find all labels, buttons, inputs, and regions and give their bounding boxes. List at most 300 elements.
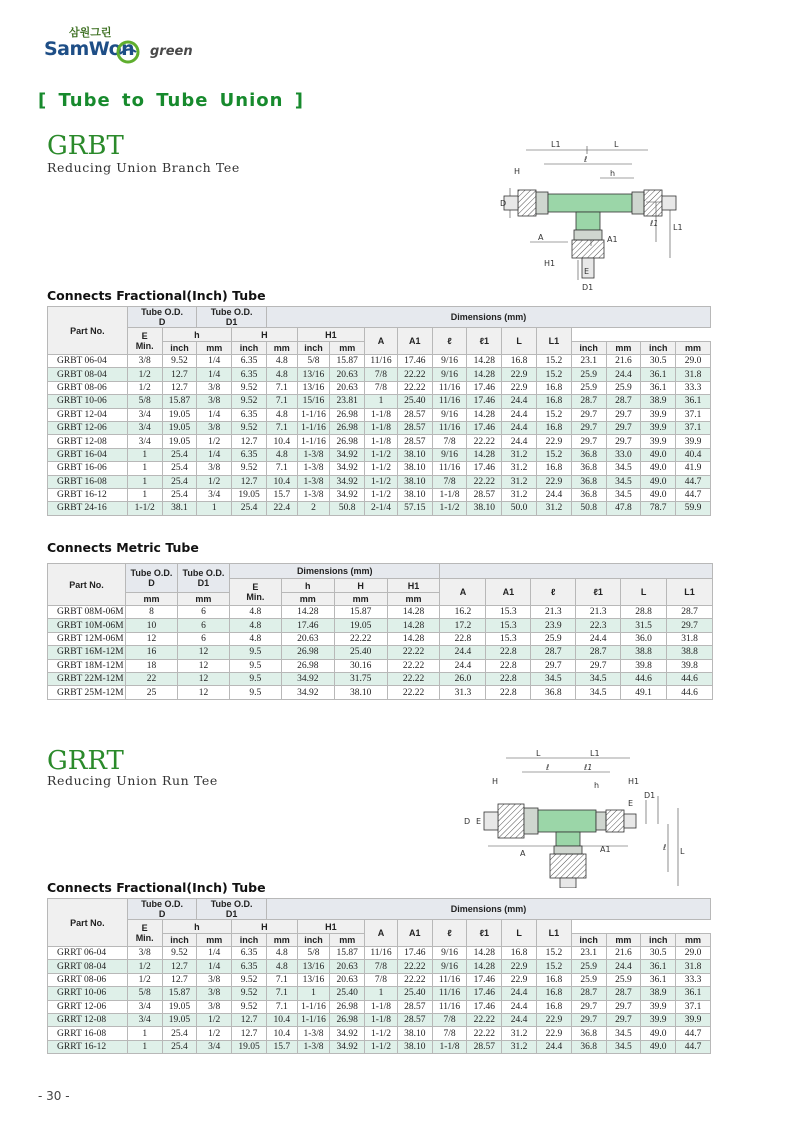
part-number-cell: GRBT 25M-12M <box>48 686 126 699</box>
table-cell: 19.05 <box>232 488 267 501</box>
table-cell: 9.5 <box>229 659 281 672</box>
table-cell: 3/4 <box>127 421 162 434</box>
table-cell: 15.2 <box>536 368 571 381</box>
table-cell: 3/8 <box>197 395 232 408</box>
table-cell: 13/16 <box>297 973 330 986</box>
table-cell: 36.1 <box>641 381 676 394</box>
table-row <box>48 659 713 672</box>
table-cell: 3/8 <box>197 421 232 434</box>
table-cell: 13/16 <box>297 381 330 394</box>
part-number-cell: GRBT 08-04 <box>48 368 128 381</box>
table-cell: 3/4 <box>197 488 232 501</box>
table-cell: 28.7 <box>571 395 606 408</box>
table-cell: 26.98 <box>330 435 365 448</box>
grrt-label-l: ℓ <box>546 763 550 772</box>
table-cell: 22.9 <box>536 1027 571 1040</box>
col-dimensions: Dimensions (mm) <box>266 899 710 920</box>
col-L1: L1 <box>536 328 571 355</box>
table-cell: 3/4 <box>127 1013 162 1026</box>
table-cell: 36.8 <box>571 1027 606 1040</box>
table-cell: 20.63 <box>281 632 334 645</box>
table-cell: 7/8 <box>432 1027 467 1040</box>
grbt-branch-tee-drawing <box>496 134 696 294</box>
table-cell: 34.5 <box>576 686 621 699</box>
col-part-no: Part No. <box>48 564 126 606</box>
table-cell: 36.1 <box>676 987 711 1000</box>
table-cell: 6 <box>177 606 229 619</box>
table-cell: 24.4 <box>502 1000 537 1013</box>
table-cell: 24.4 <box>502 1013 537 1026</box>
col-tube-od-d1: Tube O.D. D1 <box>197 899 267 920</box>
table-cell: 39.8 <box>621 659 667 672</box>
table-cell: 28.7 <box>531 646 576 659</box>
table-cell: 15.2 <box>536 408 571 421</box>
table-cell: 25.9 <box>571 368 606 381</box>
grbt-metric-table-title: Connects Metric Tube <box>47 540 199 555</box>
table-cell: 14.28 <box>387 606 440 619</box>
table-cell: 1 <box>365 987 398 1000</box>
table-cell: 34.5 <box>606 1027 641 1040</box>
table-cell: 31.2 <box>502 462 537 475</box>
table-cell: 22.22 <box>467 435 502 448</box>
table-cell: 22.22 <box>387 646 440 659</box>
table-cell: 22.22 <box>397 973 432 986</box>
table-cell: 1-1/16 <box>297 1000 330 1013</box>
table-cell: 1-1/8 <box>365 1013 398 1026</box>
table-cell: 20.63 <box>330 960 365 973</box>
unit-mm: mm <box>330 342 365 355</box>
grrt-label-H: H <box>492 777 499 786</box>
table-cell: 50.8 <box>330 502 365 515</box>
table-cell: 22.9 <box>502 381 537 394</box>
table-cell: 34.92 <box>281 686 334 699</box>
col-part-no: Part No. <box>48 899 128 947</box>
unit-inch: inch <box>297 934 330 947</box>
table-cell: 34.92 <box>330 1040 365 1053</box>
unit-inch: inch <box>641 342 676 355</box>
table-cell: 47.8 <box>606 502 641 515</box>
table-cell: 34.92 <box>281 672 334 685</box>
table-cell: 1-3/8 <box>297 1040 330 1053</box>
table-cell: 1-1/16 <box>297 1013 330 1026</box>
table-cell: 39.9 <box>641 421 676 434</box>
col-l1: ℓ1 <box>467 920 502 947</box>
table-cell: 37.1 <box>676 421 711 434</box>
table-cell: 29.7 <box>606 1000 641 1013</box>
grrt-label-l1: ℓ1 <box>584 763 593 772</box>
logo-brand-text: SamWon <box>44 38 135 60</box>
table-cell: 7/8 <box>432 1013 467 1026</box>
table-cell: 22.22 <box>387 672 440 685</box>
table-cell: 38.9 <box>641 395 676 408</box>
table-cell: 1 <box>197 502 232 515</box>
table-cell: 33.3 <box>676 381 711 394</box>
table-cell: 14.28 <box>387 632 440 645</box>
table-cell: 6.35 <box>232 448 267 461</box>
table-cell: 1-1/16 <box>297 421 330 434</box>
table-cell: 29.7 <box>531 659 576 672</box>
table-cell: 24.4 <box>440 646 486 659</box>
table-cell: 34.92 <box>330 475 365 488</box>
table-row <box>48 488 711 501</box>
table-row <box>48 395 711 408</box>
unit-inch: inch <box>232 342 267 355</box>
table-cell: 38.10 <box>467 502 502 515</box>
table-cell: 28.8 <box>621 606 667 619</box>
table-cell: 31.75 <box>334 672 387 685</box>
table-cell: 30.5 <box>641 355 676 368</box>
grbt-label-A: A <box>538 233 544 242</box>
table-cell: 28.7 <box>606 395 641 408</box>
table-cell: 25.40 <box>397 395 432 408</box>
table-cell: 3/8 <box>197 1000 232 1013</box>
table-cell: 9/16 <box>432 355 467 368</box>
grrt-label-L-vert: L <box>680 847 685 856</box>
table-cell: 11/16 <box>432 462 467 475</box>
table-cell: 28.57 <box>397 408 432 421</box>
table-cell: 22.22 <box>397 368 432 381</box>
table-cell: 28.7 <box>606 987 641 1000</box>
table-cell: 3/8 <box>127 355 162 368</box>
table-row <box>48 1040 711 1053</box>
col-tube-od-d: Tube O.D. D <box>127 307 197 328</box>
table-cell: 17.46 <box>467 381 502 394</box>
grrt-label-L: L <box>536 749 541 758</box>
table-cell: 3/4 <box>127 435 162 448</box>
table-cell: 1-3/8 <box>297 462 330 475</box>
table-cell: 49.1 <box>621 686 667 699</box>
table-cell: 3/4 <box>197 1040 232 1053</box>
table-cell: 22.8 <box>486 659 531 672</box>
table-cell: 36.0 <box>621 632 667 645</box>
table-cell: 9.52 <box>232 381 267 394</box>
unit-inch: inch <box>571 342 606 355</box>
grbt-label-D1: D1 <box>582 283 594 292</box>
brand-logo <box>44 22 194 74</box>
table-cell: 18 <box>125 659 177 672</box>
table-cell: 28.7 <box>667 606 713 619</box>
table-cell: 29.0 <box>676 947 711 960</box>
table-cell: 4.8 <box>266 448 297 461</box>
table-cell: 24.4 <box>502 435 537 448</box>
table-cell: 15.2 <box>536 960 571 973</box>
section-title: [ Tube to Tube Union ] <box>38 90 304 111</box>
table-row <box>48 368 711 381</box>
table-cell: 38.10 <box>397 1040 432 1053</box>
table-cell: 14.28 <box>387 619 440 632</box>
table-cell: 33.0 <box>606 448 641 461</box>
part-number-cell: GRBT 16-12 <box>48 488 128 501</box>
table-cell: 31.2 <box>502 1027 537 1040</box>
table-cell: 4.8 <box>266 947 297 960</box>
table-cell: 9/16 <box>432 947 467 960</box>
table-cell: 29.7 <box>606 435 641 448</box>
table-cell: 6.35 <box>232 368 267 381</box>
table-cell: 20.63 <box>330 973 365 986</box>
table-cell: 7.1 <box>266 381 297 394</box>
grrt-inch-table-title: Connects Fractional(Inch) Tube <box>47 880 266 895</box>
table-cell: 4.8 <box>229 619 281 632</box>
table-cell: 25.4 <box>162 462 197 475</box>
unit-mm: mm <box>197 934 232 947</box>
table-cell: 1 <box>127 475 162 488</box>
table-cell: 31.3 <box>440 686 486 699</box>
unit-mm: mm <box>387 593 440 606</box>
table-cell: 6.35 <box>232 408 267 421</box>
table-cell: 25.4 <box>162 475 197 488</box>
table-row <box>48 502 711 515</box>
table-cell: 22.8 <box>486 646 531 659</box>
table-cell: 44.6 <box>667 686 713 699</box>
grrt-label-E-left: E <box>476 817 482 826</box>
col-L: L <box>502 920 537 947</box>
part-number-cell: GRBT 18M-12M <box>48 659 126 672</box>
table-row <box>48 408 711 421</box>
table-cell: 36.8 <box>571 475 606 488</box>
table-cell: 1/2 <box>127 960 162 973</box>
grrt-label-E-right: E <box>628 799 634 808</box>
table-row <box>48 632 713 645</box>
table-cell: 37.1 <box>676 1000 711 1013</box>
grbt-label-l1: ℓ1 <box>650 219 659 228</box>
unit-mm: mm <box>334 593 387 606</box>
table-cell: 1 <box>365 395 398 408</box>
table-cell: 38.9 <box>641 987 676 1000</box>
table-cell: 4.8 <box>266 368 297 381</box>
table-cell: 59.9 <box>676 502 711 515</box>
table-cell: 1-1/2 <box>365 475 398 488</box>
table-cell: 12 <box>177 672 229 685</box>
table-cell: 29.7 <box>571 1000 606 1013</box>
table-cell: 9.52 <box>232 1000 267 1013</box>
table-cell: 22.8 <box>486 686 531 699</box>
table-cell: 22.9 <box>536 1013 571 1026</box>
table-cell: 5/8 <box>297 355 330 368</box>
table-cell: 1-1/16 <box>297 435 330 448</box>
table-cell: 1-3/8 <box>297 488 330 501</box>
table-cell: 38.8 <box>667 646 713 659</box>
col-e: E Min. <box>127 920 162 947</box>
table-cell: 44.7 <box>676 488 711 501</box>
table-cell: 44.7 <box>676 475 711 488</box>
unit-mm: mm <box>266 934 297 947</box>
table-cell: 25.40 <box>330 987 365 1000</box>
col-tube-od-d1: Tube O.D. D1 <box>177 564 229 593</box>
table-cell: 44.7 <box>676 1040 711 1053</box>
table-cell: 11/16 <box>432 987 467 1000</box>
table-cell: 21.6 <box>606 355 641 368</box>
table-cell: 44.6 <box>667 672 713 685</box>
table-cell: 17.46 <box>397 355 432 368</box>
col-l: ℓ <box>432 920 467 947</box>
col-l1: ℓ1 <box>576 579 621 606</box>
logo-korean-text: 삼원그린 <box>69 26 112 39</box>
table-cell: 24.4 <box>502 987 537 1000</box>
table-cell: 24.4 <box>536 488 571 501</box>
table-cell: 40.4 <box>676 448 711 461</box>
table-cell: 9.52 <box>162 355 197 368</box>
table-cell: 7/8 <box>432 475 467 488</box>
table-cell: 23.9 <box>531 619 576 632</box>
table-cell: 14.28 <box>467 448 502 461</box>
table-cell: 49.0 <box>641 448 676 461</box>
table-cell: 1-1/8 <box>432 1040 467 1053</box>
grbt-label-A1: A1 <box>607 235 618 244</box>
table-cell: 34.5 <box>531 672 576 685</box>
table-cell: 15.2 <box>536 947 571 960</box>
col-H1: H1 <box>297 920 365 934</box>
grrt-label-h: h <box>594 781 600 790</box>
table-cell: 29.0 <box>676 355 711 368</box>
table-cell: 6.35 <box>232 355 267 368</box>
table-cell: 23.81 <box>330 395 365 408</box>
part-number-cell: GRBT 08-06 <box>48 381 128 394</box>
table-cell: 36.8 <box>571 488 606 501</box>
table-cell: 16.8 <box>536 987 571 1000</box>
table-cell: 11/16 <box>365 947 398 960</box>
table-cell: 17.46 <box>467 462 502 475</box>
table-cell: 19.05 <box>334 619 387 632</box>
part-number-cell: GRBT 12-08 <box>48 435 128 448</box>
table-cell: 21.3 <box>531 606 576 619</box>
table-cell: 57.15 <box>397 502 432 515</box>
table-row <box>48 475 711 488</box>
table-cell: 7.1 <box>266 462 297 475</box>
col-L: L <box>502 328 537 355</box>
table-cell: 22.22 <box>387 686 440 699</box>
table-cell: 30.5 <box>641 947 676 960</box>
table-cell: 3/8 <box>197 987 232 1000</box>
table-cell: 29.7 <box>606 408 641 421</box>
grrt-label-D: D <box>464 817 471 826</box>
table-cell: 38.10 <box>397 462 432 475</box>
table-cell: 10 <box>125 619 177 632</box>
table-cell: 39.9 <box>641 435 676 448</box>
table-cell: 16.8 <box>536 1000 571 1013</box>
table-cell: 22.8 <box>440 632 486 645</box>
table-cell: 17.46 <box>467 1000 502 1013</box>
col-A1: A1 <box>397 328 432 355</box>
table-cell: 14.28 <box>467 368 502 381</box>
table-cell: 25.4 <box>232 502 267 515</box>
table-cell: 8 <box>125 606 177 619</box>
table-cell: 24.4 <box>440 659 486 672</box>
table-cell: 1-1/2 <box>365 1040 398 1053</box>
table-cell: 15.3 <box>486 619 531 632</box>
table-cell: 17.46 <box>281 619 334 632</box>
table-cell: 49.0 <box>641 1040 676 1053</box>
table-cell: 50.8 <box>571 502 606 515</box>
table-cell: 15.7 <box>266 488 297 501</box>
part-number-cell: GRBT 24-16 <box>48 502 128 515</box>
table-cell: 22.22 <box>467 1013 502 1026</box>
table-row <box>48 1013 711 1026</box>
table-cell: 10.4 <box>266 475 297 488</box>
table-cell: 2-1/4 <box>365 502 398 515</box>
part-number-cell: GRBT 16-04 <box>48 448 128 461</box>
table-cell: 34.92 <box>330 462 365 475</box>
table-cell: 3/8 <box>127 947 162 960</box>
table-cell: 22.22 <box>334 632 387 645</box>
table-cell: 11/16 <box>432 421 467 434</box>
part-number-cell: GRBT 12-06 <box>48 421 128 434</box>
table-row <box>48 646 713 659</box>
grbt-label-H1: H1 <box>544 259 556 268</box>
table-cell: 9.52 <box>232 462 267 475</box>
unit-inch: inch <box>232 934 267 947</box>
table-cell: 1/4 <box>197 355 232 368</box>
grbt-inch-table-title: Connects Fractional(Inch) Tube <box>47 288 266 303</box>
part-number-cell: GRBT 16-08 <box>48 475 128 488</box>
table-cell: 1-1/2 <box>365 462 398 475</box>
part-number-cell: GRBT 12M-06M <box>48 632 126 645</box>
table-cell: 15.3 <box>486 632 531 645</box>
grbt-inch-table <box>47 306 711 516</box>
part-number-cell: GRBT 22M-12M <box>48 672 126 685</box>
table-cell: 34.92 <box>330 448 365 461</box>
table-cell: 1-1/2 <box>365 488 398 501</box>
table-cell: 4.8 <box>266 960 297 973</box>
table-cell: 28.57 <box>467 488 502 501</box>
table-cell: 1/2 <box>127 381 162 394</box>
table-cell: 13/16 <box>297 960 330 973</box>
table-cell: 26.98 <box>330 408 365 421</box>
part-number-cell: GRBT 16-06 <box>48 462 128 475</box>
table-cell: 22.22 <box>467 475 502 488</box>
table-cell: 44.7 <box>676 1027 711 1040</box>
table-cell: 6.35 <box>232 960 267 973</box>
table-cell: 34.5 <box>576 672 621 685</box>
table-cell: 1-3/8 <box>297 448 330 461</box>
table-cell: 14.28 <box>467 947 502 960</box>
part-number-cell: GRRT 16-12 <box>48 1040 128 1053</box>
table-cell: 25.9 <box>571 381 606 394</box>
grrt-series-name: Reducing Union Run Tee <box>47 773 218 788</box>
col-l1: ℓ1 <box>467 328 502 355</box>
table-cell: 28.57 <box>397 421 432 434</box>
col-tube-od-d1: Tube O.D. D1 <box>197 307 267 328</box>
col-h: h <box>162 920 232 934</box>
table-cell: 11/16 <box>432 395 467 408</box>
table-cell: 9/16 <box>432 408 467 421</box>
table-cell: 22.4 <box>266 502 297 515</box>
table-cell: 39.9 <box>641 408 676 421</box>
table-cell: 36.1 <box>641 368 676 381</box>
table-cell: 3/8 <box>197 973 232 986</box>
unit-mm: mm <box>281 593 334 606</box>
table-cell: 1-1/8 <box>365 408 398 421</box>
table-cell: 5/8 <box>127 395 162 408</box>
unit-mm: mm <box>676 342 711 355</box>
table-cell: 25.4 <box>162 488 197 501</box>
table-cell: 22.8 <box>486 672 531 685</box>
table-cell: 15/16 <box>297 395 330 408</box>
grrt-label-D1: D1 <box>644 791 656 800</box>
table-cell: 12.7 <box>232 475 267 488</box>
table-cell: 39.9 <box>676 435 711 448</box>
col-dimensions: Dimensions (mm) <box>229 564 440 579</box>
table-cell: 28.57 <box>467 1040 502 1053</box>
table-cell: 29.7 <box>571 421 606 434</box>
table-cell: 22.3 <box>576 619 621 632</box>
table-cell: 12.7 <box>162 973 197 986</box>
table-cell: 25 <box>125 686 177 699</box>
unit-inch: inch <box>162 342 197 355</box>
table-cell: 31.2 <box>502 448 537 461</box>
table-cell: 1-1/16 <box>297 408 330 421</box>
grbt-label-D: D <box>500 199 507 208</box>
table-cell: 1 <box>127 462 162 475</box>
